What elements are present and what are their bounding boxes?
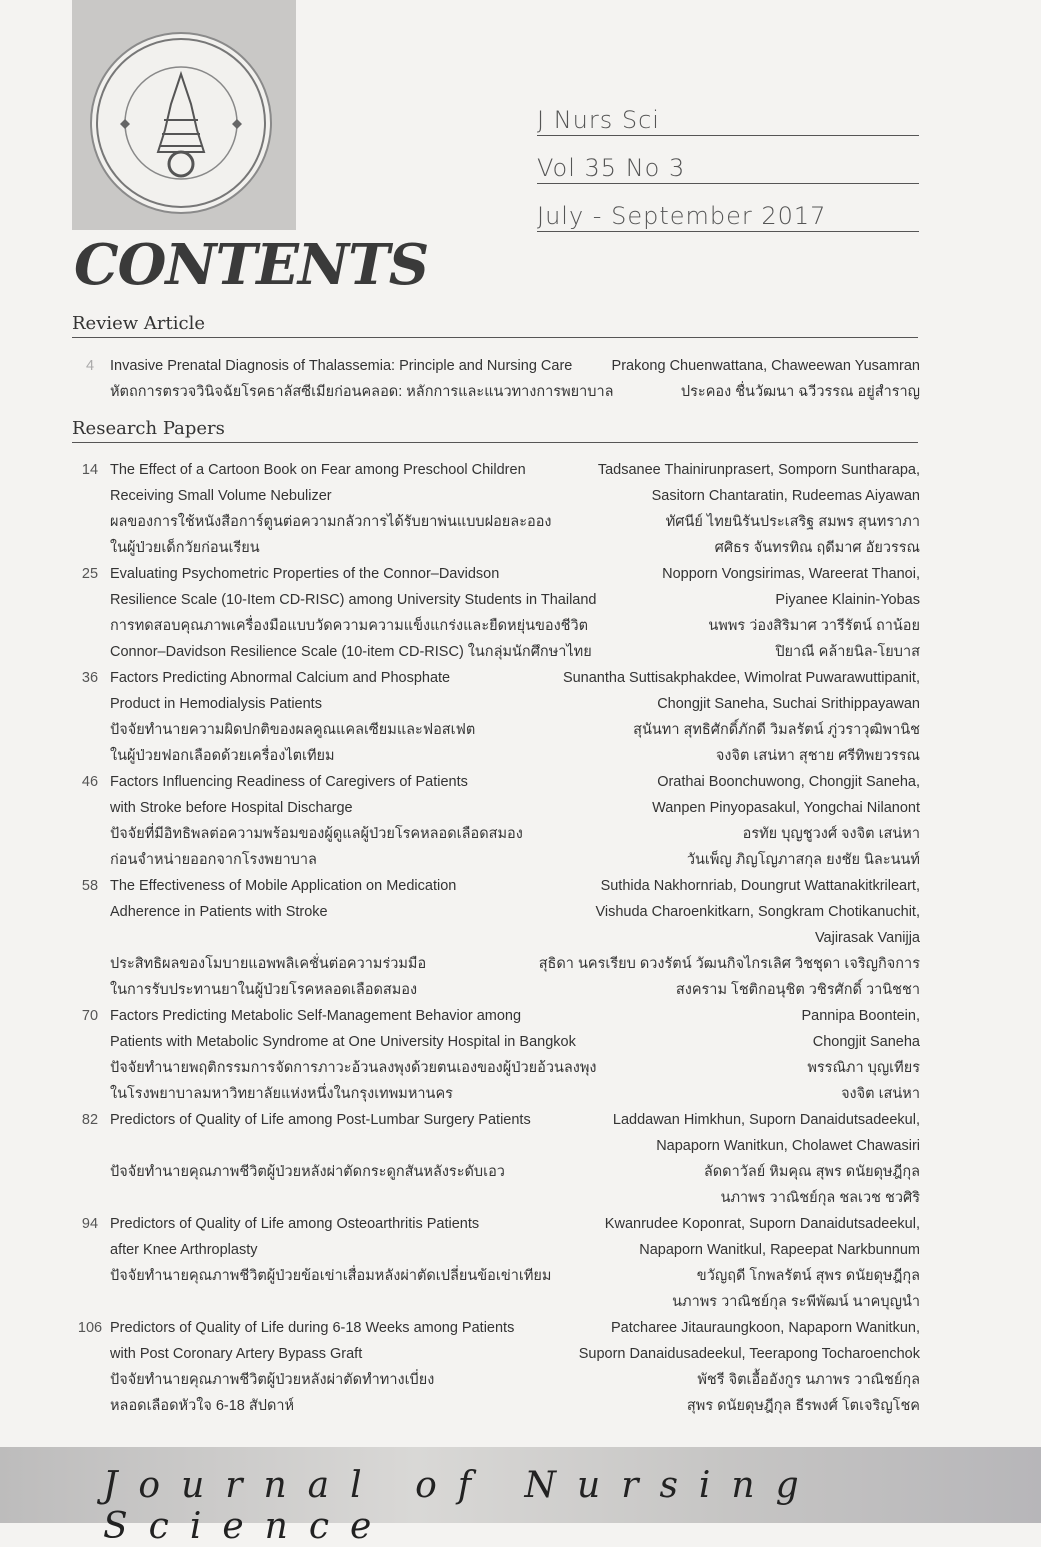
paper-title-line: Receiving Small Volume Nebulizer bbox=[110, 488, 332, 504]
paper-title-line: ปัจจัยทำนายพฤติกรรมการจัดการภาวะอ้วนลงพุงด้วยตนเองของผู้ป่วยอ้วนลงพุง bbox=[110, 1060, 597, 1076]
paper-authors-line: Laddawan Himkhun, Suporn Danaidutsadeekul, bbox=[612, 1112, 920, 1128]
paper-authors-line: Tadsanee Thainirunprasert, Somporn Suntharapa, bbox=[597, 462, 920, 478]
paper-title-line: ปัจจัยทำนายคุณภาพชีวิตผู้ป่วยหลังผ่าตัดทำทางเบี่ยง bbox=[110, 1372, 435, 1388]
journal-volume: Vol 35 No 3 bbox=[537, 153, 919, 184]
paper-authors-line: Kwanrudee Koponrat, Suporn Danaidutsadeekul, bbox=[604, 1216, 920, 1232]
paper-title-line: ปัจจัยทำนายคุณภาพชีวิตผู้ป่วยข้อเข่าเสื่อมหลังผ่าตัดเปลี่ยนข้อเข่าเทียม bbox=[110, 1268, 552, 1284]
paper-authors-line: สุนันทา สุทธิศักดิ์ภักดี วิมลรัตน์ ภู่วราวุฒิพานิช bbox=[633, 722, 920, 738]
paper-authors-line: นภาพร วาณิชย์กุล ระพีพัฒน์ นาคบุญนำ bbox=[672, 1294, 920, 1310]
paper-title-line: ในโรงพยาบาลมหาวิทยาลัยแห่งหนึ่งในกรุงเทพมหานคร bbox=[110, 1086, 453, 1102]
logo-panel bbox=[72, 0, 296, 230]
paper-authors-line: ปิยาณี คล้ายนิล-โยบาส bbox=[775, 644, 920, 660]
page-number: 36 bbox=[81, 670, 99, 686]
paper-title-line: Adherence in Patients with Stroke bbox=[110, 904, 328, 920]
paper-authors-line: Napaporn Wanitkun, Cholawet Chawasiri bbox=[656, 1138, 920, 1154]
paper-title-line: Product in Hemodialysis Patients bbox=[110, 696, 322, 712]
paper-authors-line: นภาพร วาณิชย์กุล ชลเวช ชวศิริ bbox=[720, 1190, 920, 1206]
paper-title-line: ปัจจัยทำนายความผิดปกติของผลคูณแคลเซียมและฟอสเฟต bbox=[110, 722, 476, 738]
university-seal-logo bbox=[90, 32, 272, 214]
paper-authors-line: Orathai Boonchuwong, Chongjit Saneha, bbox=[657, 774, 920, 790]
paper-authors-line: Piyanee Klainin-Yobas bbox=[775, 592, 920, 608]
paper-title-line: ปัจจัยทำนายคุณภาพชีวิตผู้ป่วยหลังผ่าตัดกระดูกสันหลังระดับเอว bbox=[110, 1164, 505, 1180]
paper-title-line bbox=[110, 1289, 672, 1315]
paper-authors-line: Vajirasak Vanijja bbox=[814, 930, 920, 946]
page-number: 82 bbox=[81, 1112, 99, 1128]
paper-authors-line: Patcharee Jitauraungkoon, Napaporn Wanitkun, bbox=[611, 1320, 920, 1336]
paper-authors-line: Chongjit Saneha, Suchai Srithippayawan bbox=[657, 696, 920, 712]
paper-authors-line: Napaporn Wanitkul, Rapeepat Narkbunnum bbox=[639, 1242, 920, 1258]
article-title-en: Invasive Prenatal Diagnosis of Thalassemia: Principle and Nursing Care bbox=[110, 358, 573, 374]
paper-authors-line: พัชรี จิตเอื้ออังกูร นภาพร วาณิชย์กุล bbox=[697, 1372, 920, 1388]
paper-title-line: Patients with Metabolic Syndrome at One University Hospital in Bangkok bbox=[110, 1034, 576, 1050]
paper-title-line: ก่อนจำหน่ายออกจากโรงพยาบาล bbox=[110, 852, 317, 868]
paper-title-line: with Stroke before Hospital Discharge bbox=[110, 800, 353, 816]
paper-authors-line: จงจิต เสน่หา bbox=[841, 1086, 920, 1102]
paper-title-line: Factors Influencing Readiness of Caregivers of Patients bbox=[110, 774, 468, 790]
article-authors-th: ประคอง ชื่นวัฒนา ฉวีวรรณ อยู่สำราญ bbox=[680, 384, 920, 400]
paper-entry bbox=[70, 873, 920, 1003]
page-number: 4 bbox=[85, 358, 95, 374]
journal-abbrev: J Nurs Sci bbox=[537, 105, 919, 136]
footer-journal-name: Journal of Nursing Science bbox=[103, 1465, 820, 1547]
paper-authors-line: Wanpen Pinyopasakul, Yongchai Nilanont bbox=[652, 800, 920, 816]
paper-entry bbox=[70, 1211, 920, 1315]
paper-title-line bbox=[110, 1185, 721, 1211]
page-number: 25 bbox=[81, 566, 99, 582]
paper-authors-line: Chongjit Saneha bbox=[812, 1034, 920, 1050]
paper-authors-line: สุธิดา นครเรียบ ดวงรัตน์ วัฒนกิจไกรเลิศ วิชชุดา เจริญกิจการ bbox=[538, 956, 920, 972]
page-number: 106 bbox=[77, 1320, 103, 1336]
paper-title-line: after Knee Arthroplasty bbox=[110, 1242, 258, 1258]
paper-title-line: Resilience Scale (10-Item CD-RISC) among University Students in Thailand bbox=[110, 592, 597, 608]
paper-title-line: ปัจจัยที่มีอิทธิพลต่อความพร้อมของผู้ดูแลผู้ป่วยโรคหลอดเลือดสมอง bbox=[110, 826, 523, 842]
page-number: 14 bbox=[81, 462, 99, 478]
paper-title-line: Evaluating Psychometric Properties of the Connor–Davidson bbox=[110, 566, 500, 582]
paper-entry bbox=[70, 769, 920, 873]
paper-authors-line: Pannipa Boontein, bbox=[801, 1008, 920, 1024]
section-heading-review: Review Article bbox=[72, 313, 918, 338]
paper-title-line: ประสิทธิผลของโมบายแอพพลิเคชั่นต่อความร่วมมือ bbox=[110, 956, 427, 972]
paper-title-line: Connor–Davidson Resilience Scale (10-item CD-RISC) ในกลุ่มนักศึกษาไทย bbox=[110, 644, 592, 660]
section-heading-research: Research Papers bbox=[72, 418, 918, 443]
paper-authors-line: อรทัย บุญชูวงศ์ จงจิต เสน่หา bbox=[742, 826, 920, 842]
paper-title-line: Predictors of Quality of Life among Post-Lumbar Surgery Patients bbox=[110, 1112, 531, 1128]
paper-title-line: The Effectiveness of Mobile Application on Medication bbox=[110, 878, 457, 894]
paper-authors-line: จงจิต เสน่หา สุชาย ศรีทิพยวรรณ bbox=[715, 748, 920, 764]
journal-info bbox=[537, 105, 919, 249]
page-number: 46 bbox=[81, 774, 99, 790]
paper-title-line: หลอดเลือดหัวใจ 6-18 สัปดาห์ bbox=[110, 1398, 295, 1414]
paper-authors-line: สงคราม โชติกอนุชิต วชิรศักดิ์ วานิชชา bbox=[675, 982, 920, 998]
paper-entry bbox=[70, 1107, 920, 1211]
paper-entry bbox=[70, 561, 920, 665]
paper-title-line: Predictors of Quality of Life during 6-18 Weeks among Patients bbox=[110, 1320, 515, 1336]
page-number: 70 bbox=[81, 1008, 99, 1024]
paper-authors-line: Sunantha Suttisakphakdee, Wimolrat Puwarawuttipanit, bbox=[562, 670, 920, 686]
paper-authors-line: สุพร ดนัยดุษฎีกุล ธีรพงศ์ โตเจริญโชค bbox=[686, 1398, 920, 1414]
article-title-th: หัตถการตรวจวินิจฉัยโรคธาลัสซีเมียก่อนคลอด: หลักการและแนวทางการพยาบาล bbox=[110, 384, 614, 400]
journal-period: July - September 2017 bbox=[537, 201, 919, 232]
paper-authors-line: ขวัญฤดี โกพลรัตน์ สุพร ดนัยดุษฎีกุล bbox=[696, 1268, 920, 1284]
paper-entry bbox=[70, 665, 920, 769]
paper-authors-line: นพพร ว่องสิริมาศ วารีรัตน์ ถาน้อย bbox=[708, 618, 920, 634]
paper-title-line: ผลของการใช้หนังสือการ์ตูนต่อความกลัวการได้รับยาพ่นแบบฝอยละออง bbox=[110, 514, 552, 530]
paper-title-line: with Post Coronary Artery Bypass Graft bbox=[110, 1346, 363, 1362]
paper-entry bbox=[70, 1315, 920, 1419]
paper-authors-line: ศศิธร จันทรทิณ ฤดีมาศ อัยวรรณ bbox=[714, 540, 920, 556]
paper-authors-line: ทัศนีย์ ไทยนิรันประเสริฐ สมพร สุนทราภา bbox=[665, 514, 920, 530]
paper-title-line bbox=[110, 925, 815, 951]
paper-title-line bbox=[110, 1133, 656, 1159]
paper-title-line: ในการรับประทานยาในผู้ป่วยโรคหลอดเลือดสมอง bbox=[110, 982, 418, 998]
paper-authors-line: ลัดดาวัลย์ หิมคุณ สุพร ดนัยดุษฎีกุล bbox=[703, 1164, 920, 1180]
paper-authors-line: Sasitorn Chantaratin, Rudeemas Aiyawan bbox=[651, 488, 920, 504]
paper-title-line: The Effect of a Cartoon Book on Fear among Preschool Children bbox=[110, 462, 526, 478]
paper-authors-line: Suporn Danaidusadeekul, Teerapong Tocharoenchok bbox=[578, 1346, 920, 1362]
paper-entry bbox=[70, 1003, 920, 1107]
paper-authors-line: Suthida Nakhornriab, Doungrut Wattanakitkrileart, bbox=[600, 878, 920, 894]
article-authors-en: Prakong Chuenwattana, Chaweewan Yusamran bbox=[611, 358, 920, 374]
page-number: 58 bbox=[81, 878, 99, 894]
seal-emblem-icon bbox=[92, 34, 270, 212]
paper-authors-line: วันเพ็ญ ภิญโญภาสกุล ยงชัย นิละนนท์ bbox=[686, 852, 920, 868]
paper-title-line: Predictors of Quality of Life among Osteoarthritis Patients bbox=[110, 1216, 480, 1232]
page-number: 94 bbox=[81, 1216, 99, 1232]
paper-authors-line: Vishuda Charoenkitkarn, Songkram Chotikanuchit, bbox=[595, 904, 920, 920]
review-article-entry bbox=[70, 353, 920, 405]
paper-title-line: Factors Predicting Metabolic Self-Management Behavior among bbox=[110, 1008, 522, 1024]
paper-authors-line: Nopporn Vongsirimas, Wareerat Thanoi, bbox=[662, 566, 920, 582]
paper-title-line: ในผู้ป่วยฟอกเลือดด้วยเครื่องไตเทียม bbox=[110, 748, 335, 764]
paper-authors-line: พรรณิภา บุญเทียร bbox=[807, 1060, 920, 1076]
research-papers-list bbox=[70, 457, 920, 1419]
paper-title-line: ในผู้ป่วยเด็กวัยก่อนเรียน bbox=[110, 540, 260, 556]
paper-title-line: การทดสอบคุณภาพเครื่องมือแบบวัดความความแข็งแกร่งและยืดหยุ่นของชีวิต bbox=[110, 618, 589, 634]
paper-entry bbox=[70, 457, 920, 561]
paper-title-line: Factors Predicting Abnormal Calcium and Phosphate bbox=[110, 670, 451, 686]
page-title: CONTENTS bbox=[74, 232, 429, 298]
